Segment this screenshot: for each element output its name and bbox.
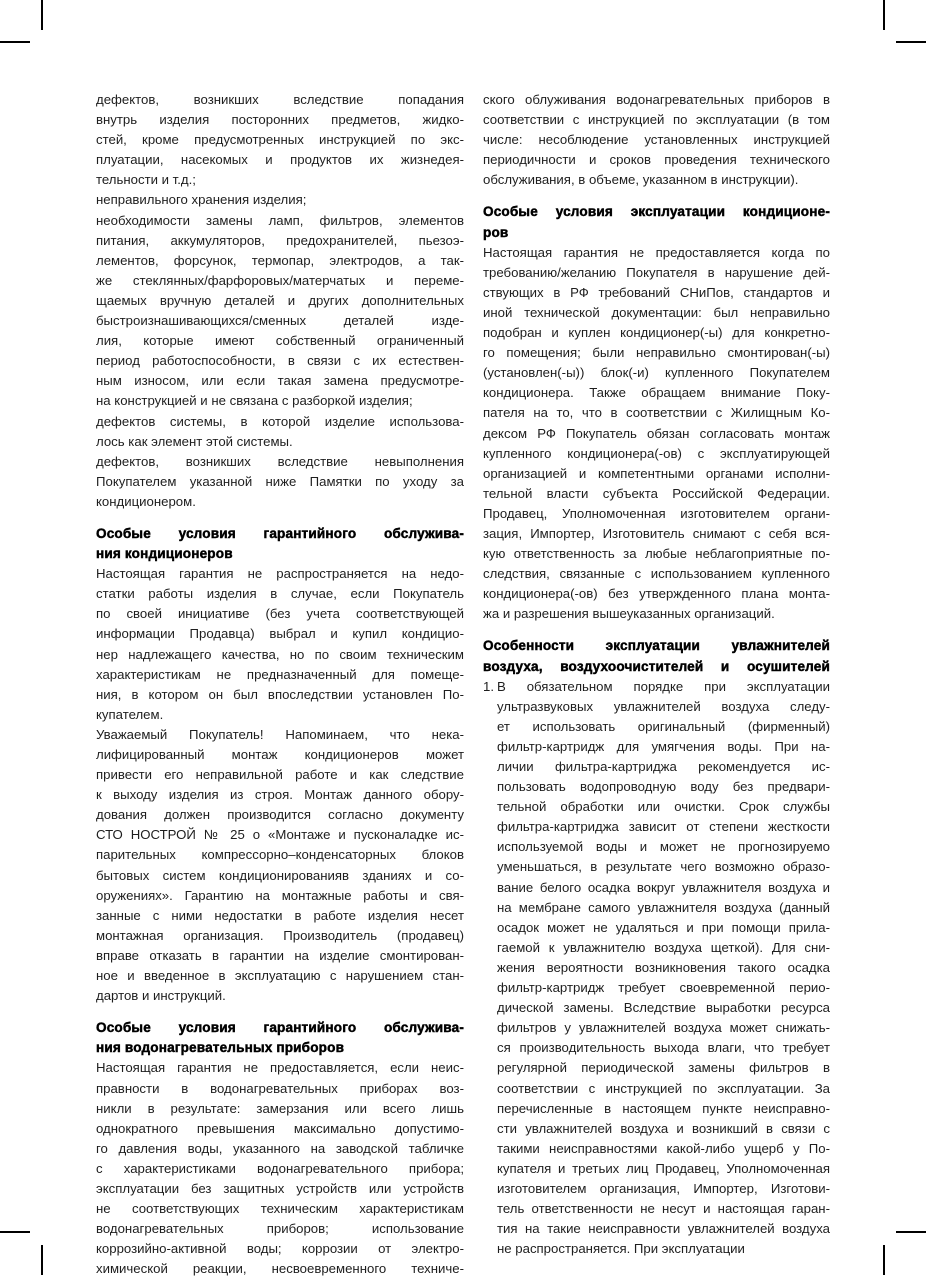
text-line: лия, которые имеют собственный ограниченный — [96, 333, 464, 349]
crop-mark — [0, 41, 30, 43]
paragraph — [96, 412, 464, 452]
text-line: монтажная организация. Производитель (продавец) — [96, 927, 464, 943]
paragraph — [483, 243, 830, 625]
text-line: ся производительность выхода влаги, что требует — [497, 1040, 830, 1056]
text-line: на мембране самого увлажнителя воздуха (данный — [497, 899, 830, 915]
text-line: купателя и третьих лиц Продавец, Уполномоченная — [497, 1160, 830, 1176]
text-line: стей, кроме предусмотренных инструкцией по экс- — [96, 132, 464, 148]
text-line: уменьшаться, в результате чего возможно образо- — [497, 859, 830, 875]
text-line: привести его неправильной работе и как следствие — [96, 767, 464, 783]
text-line: по своей инициативе (без учета соответствующей — [96, 606, 464, 622]
text-line: гаемой к увлажнителю воздуха щеткой). Для сни- — [497, 939, 830, 955]
text-line: внутрь изделия посторонних предметов, жидко- — [96, 112, 464, 128]
text-line: СТО НОСТРОЙ № 25 о «Монтаже и пусконаладке ис- — [96, 827, 464, 843]
text-line: жа и разрешения вышеуказанных организаций. — [483, 606, 775, 622]
text-line: тия на такие неисправности увлажнителей воздуха — [497, 1221, 830, 1237]
text-line: плуатации, насекомых и продуктов их жизнедея- — [96, 152, 464, 168]
right-column — [483, 90, 830, 1259]
text-line: сти увлажнителей воздуха и возникший в связи с — [497, 1120, 830, 1136]
text-line: дования должен производится согласно документу — [96, 807, 464, 823]
text-line: не соответствующих техническим характеристикам — [96, 1201, 464, 1217]
text-line: иной технической документации: был неправильно — [483, 304, 830, 320]
text-line: Продавец, Уполномоченная изготовителем органи- — [483, 505, 830, 521]
text-line: жения вероятности возникновения такого осадка — [497, 959, 830, 975]
text-line: тель ответственности не несут и настоящая гаран- — [497, 1201, 830, 1217]
text-line: регулярной периодической замены фильтров в — [497, 1060, 830, 1076]
crop-mark — [41, 0, 43, 30]
text-line: тельности и т.д.; — [96, 172, 196, 188]
text-line: ров — [483, 224, 509, 240]
text-line: фильтра-картриджа зависит от степени жесткости — [497, 819, 830, 835]
text-line: лифицированный монтаж кондиционеров может — [96, 747, 464, 762]
text-line: необходимости замены ламп, фильтров, элементов — [96, 212, 464, 228]
paragraph — [96, 190, 464, 210]
text-line: купленного кондиционера(-ов) с эксплуатирующей — [483, 445, 830, 461]
text-line: характеристикам не предназначенный для помеще- — [96, 666, 464, 682]
section-heading — [96, 524, 464, 564]
text-line: требованию/желанию Покупателя в нарушение дей- — [483, 264, 830, 280]
text-line: пользовать водопроводную воду без предвари- — [497, 779, 830, 795]
text-line: Особые условия гарантийного обслужива- — [96, 525, 464, 541]
text-line: тельной обработки или очистки. Срок службы — [497, 799, 830, 815]
text-line: периодичности и сроков проведения технического — [483, 152, 830, 168]
text-line: вправе отказать в гарантии на изделие смонтирован- — [96, 947, 464, 963]
text-line: с характеристиками водонагревательного прибора; — [96, 1160, 464, 1176]
paragraph — [483, 90, 830, 190]
text-line: (установлен(-ы)) блок(-и) купленного Покупателем — [483, 365, 830, 381]
text-line: го давления воды, указанного на заводской табличке — [96, 1140, 464, 1156]
text-line: кондиционера(-ов) без утвержденного плана монта- — [483, 586, 830, 602]
text-line: ультразвуковых увлажнителей воздуха следу- — [497, 698, 830, 714]
text-line: ния водонагревательных приборов — [96, 1040, 345, 1056]
section-heading — [483, 202, 830, 242]
text-line: дефектов, возникших вследствие попадания — [96, 92, 464, 107]
text-line: Настоящая гарантия не предоставляется когда по — [483, 244, 830, 260]
text-line: фильтров у увлажнителей воздуха может снижать- — [497, 1020, 830, 1036]
text-line: лементов, форсунок, термопар, электродов, а так- — [96, 252, 464, 268]
text-line: быстроизнашивающихся/сменных деталей изде- — [96, 313, 464, 329]
list-item — [483, 677, 830, 1260]
text-line: щаемых вручную деталей и других дополнительных — [96, 292, 464, 308]
text-line: Настоящая гарантия не предоставляется, если неис- — [96, 1060, 464, 1076]
text-line: фильтр-картридж для умягчения воды. При на- — [497, 738, 830, 754]
text-line: бытовых систем кондиционированияв зданиях и со- — [96, 867, 464, 883]
text-line: ет использовать оригинальный (фирменный) — [497, 718, 830, 734]
text-line: соответствии с инструкцией по эксплуатации. За — [497, 1080, 830, 1096]
text-line: тельной власти субъекта Российской Федерации. — [483, 485, 830, 501]
text-line: организацией и компетентными органами исполни- — [483, 465, 830, 481]
crop-mark — [896, 1231, 926, 1233]
text-line: изготовителем организация, Импортер, Изготови- — [497, 1180, 830, 1196]
crop-mark — [896, 41, 926, 43]
text-line: не распространяется. При эксплуатации — [497, 1241, 745, 1257]
text-line: оружениях». Гарантию на монтажные работы и свя- — [96, 887, 464, 903]
paragraph — [96, 452, 464, 512]
text-line: никли в результате: замерзания или всего лишь — [96, 1100, 464, 1116]
text-line: информации Продавца) выбрал и купил кондицио- — [96, 626, 464, 642]
text-line: ным износом, или если такая замена предусмотре- — [96, 373, 464, 389]
text-line: питания, аккумуляторов, предохранителей, пьезоэ- — [96, 232, 464, 248]
section-heading — [96, 1018, 464, 1058]
text-line: ния, в котором он был впоследствии установлен По- — [96, 686, 464, 702]
text-line: Уважаемый Покупатель! Напоминаем, что нека- — [96, 726, 464, 742]
text-line: парительных компрессорно–конденсаторных блоков — [96, 847, 464, 863]
crop-mark — [883, 0, 885, 30]
text-line: дефектов, возникших вследствие невыполнения — [96, 453, 464, 469]
text-line: кондиционера. Также обращаем внимание Поку- — [483, 385, 830, 401]
text-line: воздуха, воздухоочистителей и осушителей — [483, 658, 830, 674]
text-line: химической реакции, несвоевременного техниче- — [96, 1261, 464, 1277]
text-line: дической замены. Вследствие выработки ресурса — [497, 1000, 830, 1016]
paragraph — [96, 211, 464, 412]
paragraph — [96, 564, 464, 725]
text-line: перечисленные в настоящем пункте неисправно- — [497, 1100, 830, 1116]
text-line: дефектов системы, в которой изделие использова- — [96, 413, 464, 429]
text-line: занные с ними недостатки в работе изделия несет — [96, 907, 464, 923]
text-line: фильтр-картридж требует своевременной перио- — [497, 980, 830, 996]
text-line: ния кондиционеров — [96, 546, 233, 562]
paragraph — [96, 90, 464, 190]
crop-mark — [0, 1231, 30, 1233]
text-line: В обязательном порядке при эксплуатации — [497, 678, 830, 694]
text-line: купателем. — [96, 706, 164, 722]
text-line: обслуживания, в объеме, указанном в инструкции). — [483, 172, 799, 188]
paragraph — [96, 725, 464, 1006]
text-line: дартов и инструкций. — [96, 988, 226, 1004]
text-line: Особые условия эксплуатации кондиционе- — [483, 204, 830, 220]
text-line: пателя на то, что в соответствии с Жилищным Ко- — [483, 405, 830, 421]
text-line: вание белого осадка вокруг увлажнителя воздуха и — [497, 879, 830, 895]
text-line: ное и введенное в эксплуатацию с нарушением стан- — [96, 968, 464, 984]
list-marker: 1. — [483, 678, 494, 694]
text-line: статки работы изделия в случае, если Покупатель — [96, 586, 464, 602]
text-line: го помещения; были неправильно смонтирован(-ы) — [483, 345, 830, 361]
text-line: осадок может не удаляться и при помощи прила- — [497, 919, 830, 935]
text-line: следствия, связанные с использованием купленного — [483, 566, 830, 582]
text-line: кую ответственность за любые неблагоприятные по- — [483, 546, 830, 562]
text-line: нер надлежащего качества, но по своим техническим — [96, 646, 464, 662]
text-line: лось как элемент этой системы. — [96, 433, 293, 449]
left-column — [96, 90, 464, 1279]
text-line: период работоспособности, в связи с их естествен- — [96, 353, 464, 369]
text-line: к выходу изделия из строя. Монтаж данного обору- — [96, 787, 464, 803]
text-line: водонагревательных приборов; использование — [96, 1221, 464, 1237]
text-line: Покупателем указанной ниже Памятки по уходу за — [96, 473, 464, 489]
text-line: правности в водонагревательных приборах воз- — [96, 1080, 464, 1096]
text-line: ствующих в РФ требований СНиПов, стандартов и — [483, 284, 830, 300]
text-line: на конструкцией и не связана с разборкой изделия; — [96, 393, 413, 409]
text-line: зация, Импортер, Изготовитель снимают с себя вся- — [483, 525, 830, 541]
text-line: такими неисправностями какой-либо ущерб у По- — [497, 1140, 830, 1156]
text-line: личии фильтра-картриджа рекомендуется ис- — [497, 759, 830, 774]
text-line: Особенности эксплуатации увлажнителей — [483, 638, 830, 654]
text-line: подобран и куплен кондиционер(-ы) для конкретно- — [483, 325, 830, 341]
text-line: соответствии с инструкцией по эксплуатации (в том — [483, 112, 830, 128]
text-line: ского облуживания водонагревательных приборов в — [483, 92, 830, 107]
text-line: эксплуатации без защитных устройств или устройств — [96, 1180, 464, 1196]
crop-mark — [883, 1245, 885, 1275]
text-line: дексом РФ Покупатель обязан согласовать монтаж — [483, 425, 830, 441]
text-line: коррозийно-активной воды; коррозии от электро- — [96, 1241, 464, 1257]
text-line: числе: несоблюдение установленных инструкцией — [483, 132, 830, 148]
text-line: используемой воды и может не прогнозируемо — [497, 839, 830, 855]
crop-mark — [41, 1245, 43, 1275]
text-line: Особые условия гарантийного обслужива- — [96, 1020, 464, 1036]
text-line: неправильного хранения изделия; — [96, 192, 307, 208]
section-heading — [483, 636, 830, 676]
text-line: же стеклянных/фарфоровых/матерчатых и переме- — [96, 272, 464, 288]
paragraph — [96, 1058, 464, 1279]
text-line: кондиционером. — [96, 493, 196, 509]
text-line: однократного превышения максимально допустимо- — [96, 1120, 464, 1136]
text-line: Настоящая гарантия не распространяется на недо- — [96, 566, 464, 582]
